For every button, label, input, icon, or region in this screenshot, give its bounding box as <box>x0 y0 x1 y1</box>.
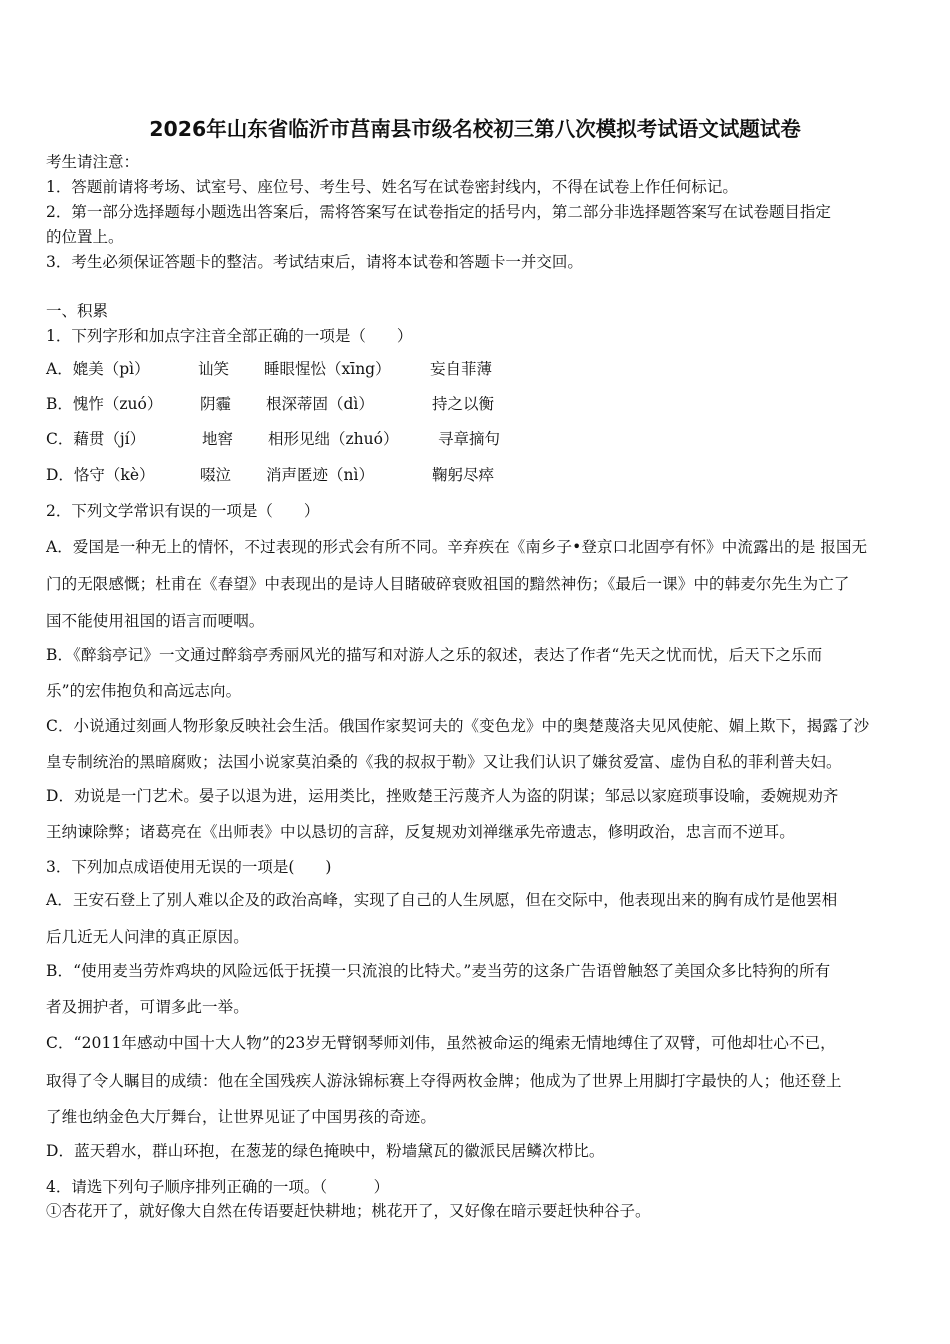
q2-line: 乐”的宏伟抱负和高远志向。 <box>46 682 242 700</box>
q1-option-a-1: A．媲美（pì） <box>46 360 150 378</box>
q1-option-d-4: 鞠躬尽瘁 <box>432 466 495 484</box>
notice-item: 3．考生必须保证答题卡的整洁。考试结束后，请将本试卷和答题卡一并交回。 <box>46 253 583 271</box>
q3-line: 后几近无人问津的真正原因。 <box>46 928 249 946</box>
q1-option-b-4: 持之以衡 <box>432 395 495 413</box>
notice-item: 1．答题前请将考场、试室号、座位号、考生号、姓名写在试卷密封线内，不得在试卷上作任何标记。 <box>46 178 738 196</box>
q2-line: C．小说通过刻画人物形象反映社会生活。俄国作家契诃夫的《变色龙》中的奥楚蔑洛夫见风使舵、媚上欺下，揭露了沙 <box>46 717 870 735</box>
notice-item: 2．第一部分选择题每小题选出答案后，需将答案写在试卷指定的括号内，第二部分非选择题答案写在试卷题目指定 <box>46 203 831 221</box>
q3-line: 了维也纳金色大厅舞台，让世界见证了中国男孩的奇迹。 <box>46 1108 437 1126</box>
section-heading: 一、积累 <box>46 302 109 320</box>
q2-line: 皇专制统治的黑暗腐败；法国小说家莫泊桑的《我的叔叔于勒》又让我们认识了嫌贫爱富、虚伪自私的菲利普夫妇。 <box>46 753 842 771</box>
q4-line: ①杏花开了，就好像大自然在传语要赶快耕地；桃花开了，又好像在暗示要赶快种谷子。 <box>46 1202 651 1220</box>
q3-line: A．王安石登上了别人难以企及的政治高峰，实现了自己的人生夙愿，但在交际中，他表现出来的胸有成竹是他罢相 <box>46 891 838 909</box>
q1-option-c-2: 地窖 <box>202 430 234 448</box>
q3-line: C．“2011年感动中国十大人物”的23岁无臂钢琴师刘伟，虽然被命运的绳索无情地缚住了双臂，可他却壮心不已， <box>46 1034 836 1052</box>
page-title: 2026年山东省临沂市莒南县市级名校初三第八次模拟考试语文试题试卷 <box>149 117 801 141</box>
q4-stem: 4．请选下列句子顺序排列正确的一项。（ ） <box>46 1178 390 1196</box>
notice-item: 的位置上。 <box>46 228 124 246</box>
q1-option-c-4: 寻章摘句 <box>438 430 501 448</box>
q3-line: 者及拥护者，可谓多此一举。 <box>46 998 249 1016</box>
notice-heading: 考生请注意： <box>46 153 140 171</box>
q3-line: 取得了令人瞩目的成绩：他在全国残疾人游泳锦标赛上夺得两枚金牌；他成为了世界上用脚打字最快的人；他还登上 <box>46 1072 842 1090</box>
q1-option-a-4: 妄自菲薄 <box>430 360 493 378</box>
q1-option-c-1: C．藉贯（jí） <box>46 430 146 448</box>
q2-stem: 2．下列文学常识有误的一项是（ ） <box>46 502 320 520</box>
q1-option-c-3: 相形见绌（zhuó） <box>268 430 399 448</box>
q1-option-b-1: B．愧怍（zuó） <box>46 395 163 413</box>
q1-option-a-2: 讪笑 <box>198 360 230 378</box>
q3-stem: 3．下列加点成语使用无误的一项是( ) <box>46 858 332 876</box>
q2-line: A．爱国是一种无上的情怀，不过表现的形式会有所不同。辛弃疾在《南乡子•登京口北固亭有怀》中流露出的是 报国无 <box>46 538 868 556</box>
q1-option-b-2: 阴霾 <box>200 395 232 413</box>
q2-line: 门的无限感慨；杜甫在《春望》中表现出的是诗人目睹破碎衰败祖国的黯然神伤；《最后一课》中的韩麦尔先生为亡了 <box>46 575 850 593</box>
q2-line: B．《醉翁亭记》一文通过醉翁亭秀丽风光的描写和对游人之乐的叙述，表达了作者“先天之忧而忧，后天下之乐而 <box>46 646 823 664</box>
q1-option-a-3: 睡眼惺忪（xīng） <box>264 360 391 378</box>
q2-line: D．劝说是一门艺术。晏子以退为进，运用类比，挫败楚王污蔑齐人为盗的阴谋；邹忌以家庭琐事设喻，委婉规劝齐 <box>46 787 839 805</box>
q3-line: B．“使用麦当劳炸鸡块的风险远低于抚摸一只流浪的比特犬。”麦当劳的这条广告语曾触怒了美国众多比特狗的所有 <box>46 962 831 980</box>
q1-stem: 1．下列字形和加点字注音全部正确的一项是（ ） <box>46 327 413 345</box>
q1-option-d-1: D．恪守（kè） <box>46 466 155 484</box>
q2-line: 王纳谏除弊；诸葛亮在《出师表》中以恳切的言辞，反复规劝刘禅继承先帝遗志，修明政治，忠言而不逆耳。 <box>46 823 795 841</box>
q3-line: D．蓝天碧水，群山环抱，在葱茏的绿色掩映中，粉墙黛瓦的徽派民居鳞次栉比。 <box>46 1142 605 1160</box>
q2-line: 国不能使用祖国的语言而哽咽。 <box>46 612 265 630</box>
q1-option-d-3: 消声匿迹（nì） <box>266 466 374 484</box>
q1-option-d-2: 啜泣 <box>200 466 232 484</box>
q1-option-b-3: 根深蒂固（dì） <box>266 395 374 413</box>
